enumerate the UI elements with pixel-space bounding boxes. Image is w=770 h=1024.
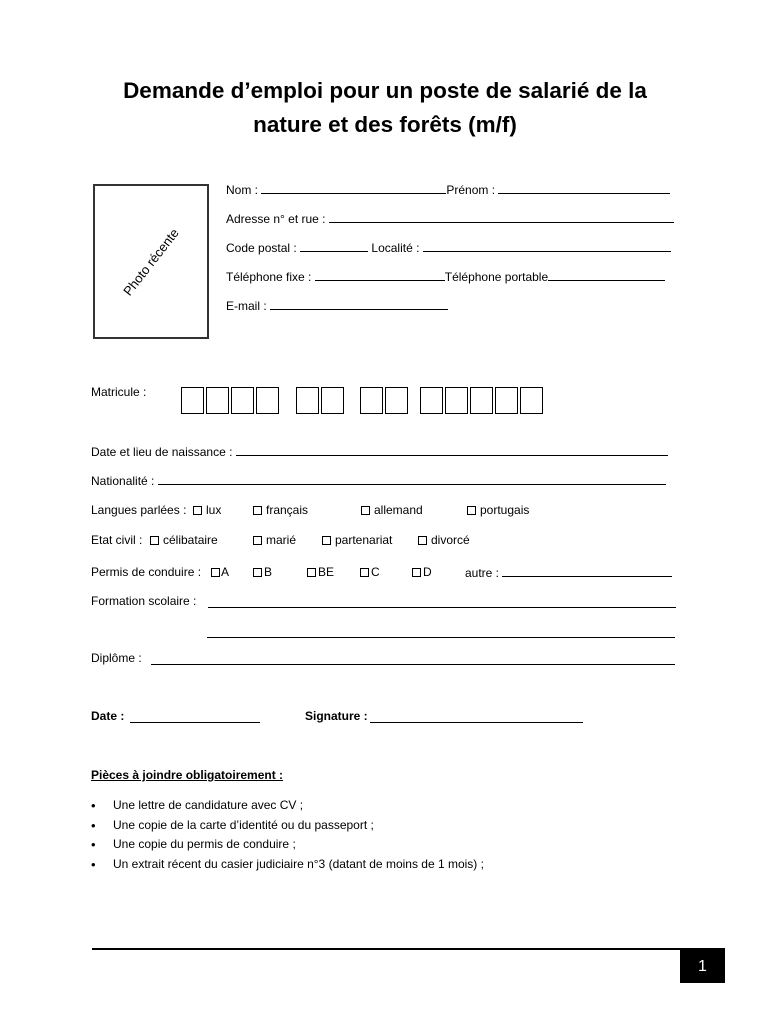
diplome-row (91, 651, 142, 665)
langue-option-lux[interactable] (193, 503, 221, 517)
footer-rule (92, 948, 725, 950)
autre-label: autre : (465, 566, 500, 580)
etat-option-celibataire[interactable] (150, 533, 218, 547)
email-label: E-mail : (226, 299, 267, 313)
etat-civil-label: Etat civil : (91, 533, 143, 547)
signature-label: Signature : (305, 709, 368, 723)
option-label: portugais (480, 503, 530, 517)
matricule-box[interactable] (360, 387, 383, 414)
option-label: partenariat (335, 533, 393, 547)
signature-field[interactable] (370, 711, 583, 723)
code-postal-field[interactable] (300, 240, 368, 252)
matricule-box[interactable] (420, 387, 443, 414)
matricule-box[interactable] (321, 387, 344, 414)
formation-label: Formation scolaire : (91, 594, 197, 608)
diplome-label: Diplôme : (91, 651, 142, 665)
formation-field[interactable] (208, 596, 676, 608)
list-item: • Une copie de la carte d’identité ou du passeport ; (91, 816, 484, 836)
option-label: célibataire (163, 533, 218, 547)
option-label: français (266, 503, 309, 517)
checkbox[interactable] (211, 568, 220, 577)
autre-field[interactable] (502, 565, 672, 577)
matricule-box[interactable] (470, 387, 493, 414)
matricule-box[interactable] (385, 387, 408, 414)
checkbox[interactable] (322, 536, 331, 545)
option-label: BE (318, 565, 335, 579)
checkbox[interactable] (361, 506, 370, 515)
list-item: • Une lettre de candidature avec CV ; (91, 796, 484, 816)
langue-option-allemand[interactable] (361, 503, 423, 517)
nationalite-label: Nationalité : (91, 474, 155, 488)
title-line-1: Demande d’emploi pour un poste de salarié de la (123, 78, 647, 103)
option-label: marié (266, 533, 297, 547)
permis-option-be[interactable] (307, 565, 334, 579)
permis-label: Permis de conduire : (91, 565, 202, 579)
naissance-row (91, 444, 668, 459)
localite-field[interactable] (423, 240, 671, 252)
permis-option-c[interactable] (360, 565, 380, 579)
permis-autre-row (465, 565, 672, 580)
adresse-field[interactable] (329, 211, 674, 223)
checkbox[interactable] (360, 568, 369, 577)
checkbox[interactable] (193, 506, 202, 515)
permis-option-a[interactable] (211, 565, 229, 579)
telephone-row (226, 269, 665, 284)
matricule-box[interactable] (256, 387, 279, 414)
matricule-box[interactable] (181, 387, 204, 414)
option-label: D (423, 565, 432, 579)
option-label: allemand (374, 503, 423, 517)
formation-row (91, 594, 196, 608)
nationalite-field[interactable] (158, 473, 666, 485)
matricule-box[interactable] (445, 387, 468, 414)
option-label: divorcé (431, 533, 470, 547)
langue-option-portugais[interactable] (467, 503, 529, 517)
nationalite-row (91, 473, 666, 488)
matricule-box[interactable] (231, 387, 254, 414)
matricule-box[interactable] (520, 387, 543, 414)
checkbox[interactable] (467, 506, 476, 515)
checkbox[interactable] (253, 506, 262, 515)
formation-field-2[interactable] (207, 626, 675, 638)
tel-fixe-field[interactable] (315, 269, 445, 281)
permis-option-b[interactable] (253, 565, 272, 579)
option-label: B (264, 565, 273, 579)
date-label: Date : (91, 709, 125, 723)
pieces-heading: Pièces à joindre obligatoirement : (91, 768, 284, 782)
langues-label: Langues parlées : (91, 503, 187, 517)
option-label: C (371, 565, 380, 579)
page-title (0, 74, 770, 142)
date-field[interactable] (130, 711, 260, 723)
naissance-label: Date et lieu de naissance : (91, 445, 233, 459)
email-field[interactable] (270, 298, 448, 310)
tel-fixe-label: Téléphone fixe : (226, 270, 312, 284)
prenom-label: Prénom : (446, 183, 496, 197)
photo-box (93, 184, 209, 339)
permis-option-d[interactable] (412, 565, 432, 579)
naissance-field[interactable] (236, 444, 668, 456)
matricule-label: Matricule : (91, 385, 147, 399)
photo-label: Photo récente (120, 224, 182, 299)
tel-portable-field[interactable] (548, 269, 665, 281)
matricule-box[interactable] (296, 387, 319, 414)
matricule-box[interactable] (495, 387, 518, 414)
checkbox[interactable] (412, 568, 421, 577)
pieces-list (91, 796, 484, 874)
etat-option-partenariat[interactable] (322, 533, 392, 547)
adresse-row (226, 211, 674, 226)
checkbox[interactable] (253, 536, 262, 545)
option-label: lux (206, 503, 222, 517)
checkbox[interactable] (418, 536, 427, 545)
checkbox[interactable] (253, 568, 262, 577)
langue-option-francais[interactable] (253, 503, 308, 517)
nom-prenom-row (226, 182, 670, 197)
tel-portable-label: Téléphone portable (444, 270, 549, 284)
matricule-box[interactable] (206, 387, 229, 414)
title-line-2: nature et des forêts (m/f) (253, 112, 517, 137)
etat-option-marie[interactable] (253, 533, 296, 547)
option-label: A (221, 565, 230, 579)
page-number: 1 (680, 950, 725, 983)
nom-label: Nom : (226, 183, 259, 197)
adresse-label: Adresse n° et rue : (226, 212, 326, 226)
nom-field[interactable] (261, 182, 446, 194)
localite-label: Localité : (371, 241, 420, 255)
email-row (226, 298, 448, 313)
list-item: • Un extrait récent du casier judiciaire n°3 (datant de moins de 1 mois) ; (91, 855, 484, 875)
code-postal-label: Code postal : (226, 241, 297, 255)
diplome-field[interactable] (151, 653, 675, 665)
code-localite-row (226, 240, 671, 255)
list-item: • Une copie du permis de conduire ; (91, 835, 484, 855)
checkbox[interactable] (307, 568, 316, 577)
checkbox[interactable] (150, 536, 159, 545)
etat-option-divorce[interactable] (418, 533, 470, 547)
prenom-field[interactable] (498, 182, 670, 194)
